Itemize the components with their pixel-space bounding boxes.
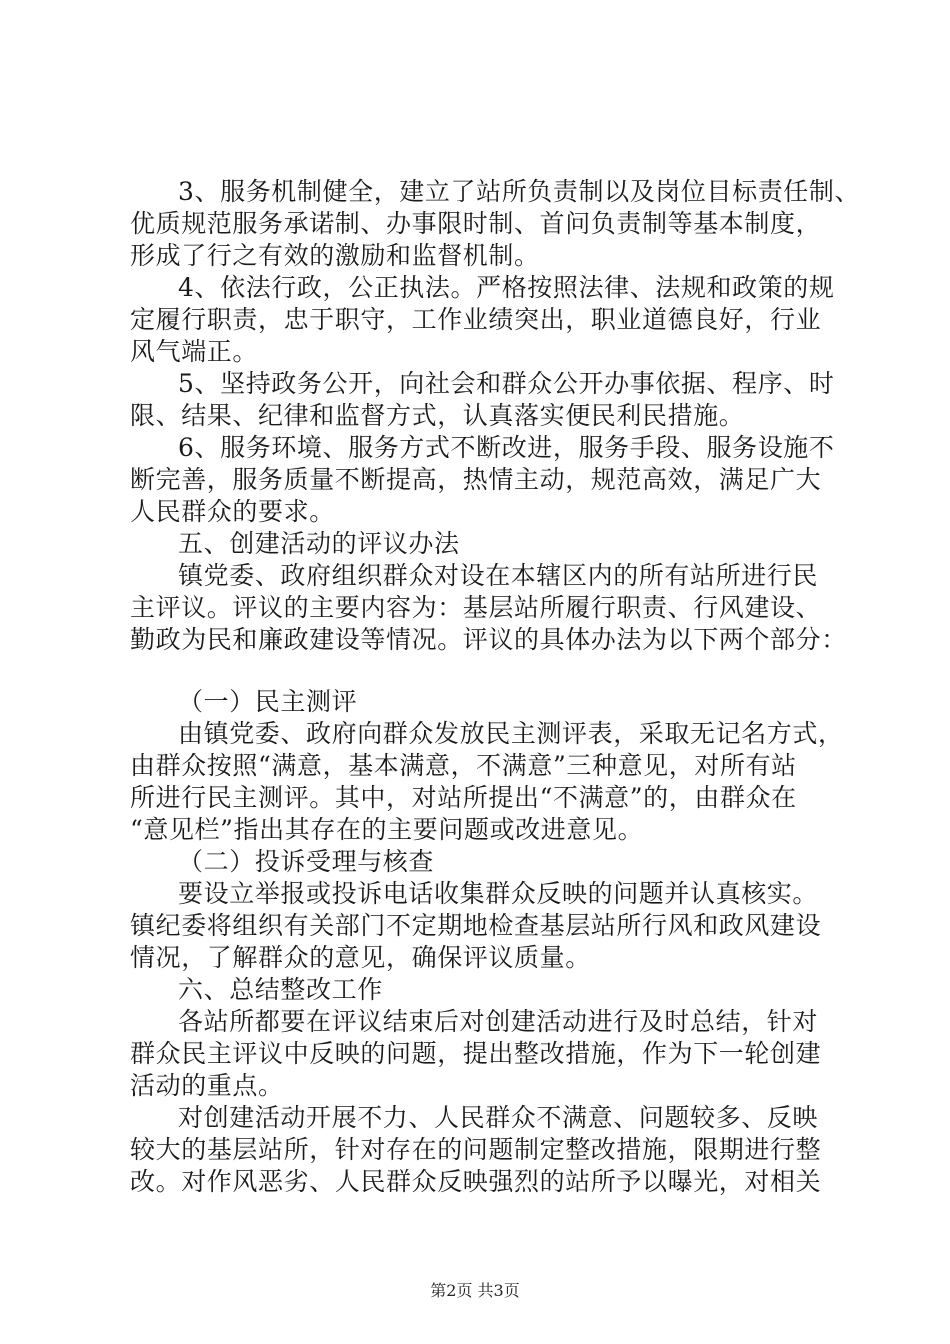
document-body bbox=[130, 176, 861, 1198]
text-line: 优质规范服务承诺制、办事限时制、首问负责制等基本制度， bbox=[130, 209, 822, 238]
text-line: 较大的基层站所，针对存在的问题制定整改措施，限期进行整 bbox=[130, 1135, 822, 1164]
text-line: 3、服务机制健全，建立了站所负责制以及岗位目标责任制、 bbox=[178, 177, 861, 206]
text-line: 镇党委、政府组织群众对设在本辖区内的所有站所进行民 bbox=[178, 561, 819, 590]
subsection-heading: （一）民主测评 bbox=[178, 687, 358, 716]
text-line: “意见栏”指出其存在的主要问题或改进意见。 bbox=[130, 815, 644, 844]
text-line: 4、依法行政，公正执法。严格按照法律、法规和政策的规 bbox=[178, 273, 835, 302]
text-line: 改。对作风恶劣、人民群众反映强烈的站所予以曝光，对相关 bbox=[130, 1167, 822, 1196]
text-line: 6、服务环境、服务方式不断改进，服务手段、服务设施不 bbox=[178, 433, 835, 462]
text-line: 5、坚持政务公开，向社会和群众公开办事依据、程序、时 bbox=[178, 369, 835, 398]
paragraph-gap bbox=[130, 656, 830, 686]
text-line: 断完善，服务质量不断提高，热情主动，规范高效，满足广大 bbox=[130, 465, 822, 494]
text-line: 风气端正。 bbox=[130, 337, 259, 366]
text-line: 主评议。评议的主要内容为：基层站所履行职责、行风建设、 bbox=[130, 593, 822, 622]
page-number-footer: 第2页 共3页 bbox=[430, 1281, 520, 1300]
text-line: 形成了行之有效的激励和监督机制。 bbox=[130, 241, 540, 270]
text-line: 镇纪委将组织有关部门不定期地检查基层站所行风和政风建设 bbox=[130, 911, 822, 940]
text-line: 情况，了解群众的意见，确保评议质量。 bbox=[130, 943, 591, 972]
text-line: 所进行民主测评。其中，对站所提出“不满意”的，由群众在 bbox=[130, 783, 797, 812]
section-heading: 五、创建活动的评议办法 bbox=[178, 529, 460, 558]
text-line: 对创建活动开展不力、人民群众不满意、问题较多、反映 bbox=[178, 1103, 819, 1132]
text-line: 活动的重点。 bbox=[130, 1071, 284, 1100]
text-line: 群众民主评议中反映的问题，提出整改措施，作为下一轮创建 bbox=[130, 1039, 822, 1068]
text-line: 由镇党委、政府向群众发放民主测评表，采取无记名方式， bbox=[178, 719, 844, 748]
text-line: 定履行职责，忠于职守，工作业绩突出，职业道德良好，行业 bbox=[130, 305, 822, 334]
text-line: 人民群众的要求。 bbox=[130, 497, 335, 526]
text-line: 由群众按照“满意，基本满意，不满意”三种意见，对所有站 bbox=[130, 751, 797, 780]
text-line: 要设立举报或投诉电话收集群众反映的问题并认真核实。 bbox=[178, 879, 819, 908]
section-heading: 六、总结整改工作 bbox=[178, 975, 383, 1004]
text-line: 勤政为民和廉政建设等情况。评议的具体办法为以下两个部分： bbox=[130, 625, 847, 654]
text-line: 各站所都要在评议结束后对创建活动进行及时总结，针对 bbox=[178, 1007, 819, 1036]
subsection-heading: （二）投诉受理与核查 bbox=[178, 847, 435, 876]
text-line: 限、结果、纪律和监督方式，认真落实便民利民措施。 bbox=[130, 401, 745, 430]
